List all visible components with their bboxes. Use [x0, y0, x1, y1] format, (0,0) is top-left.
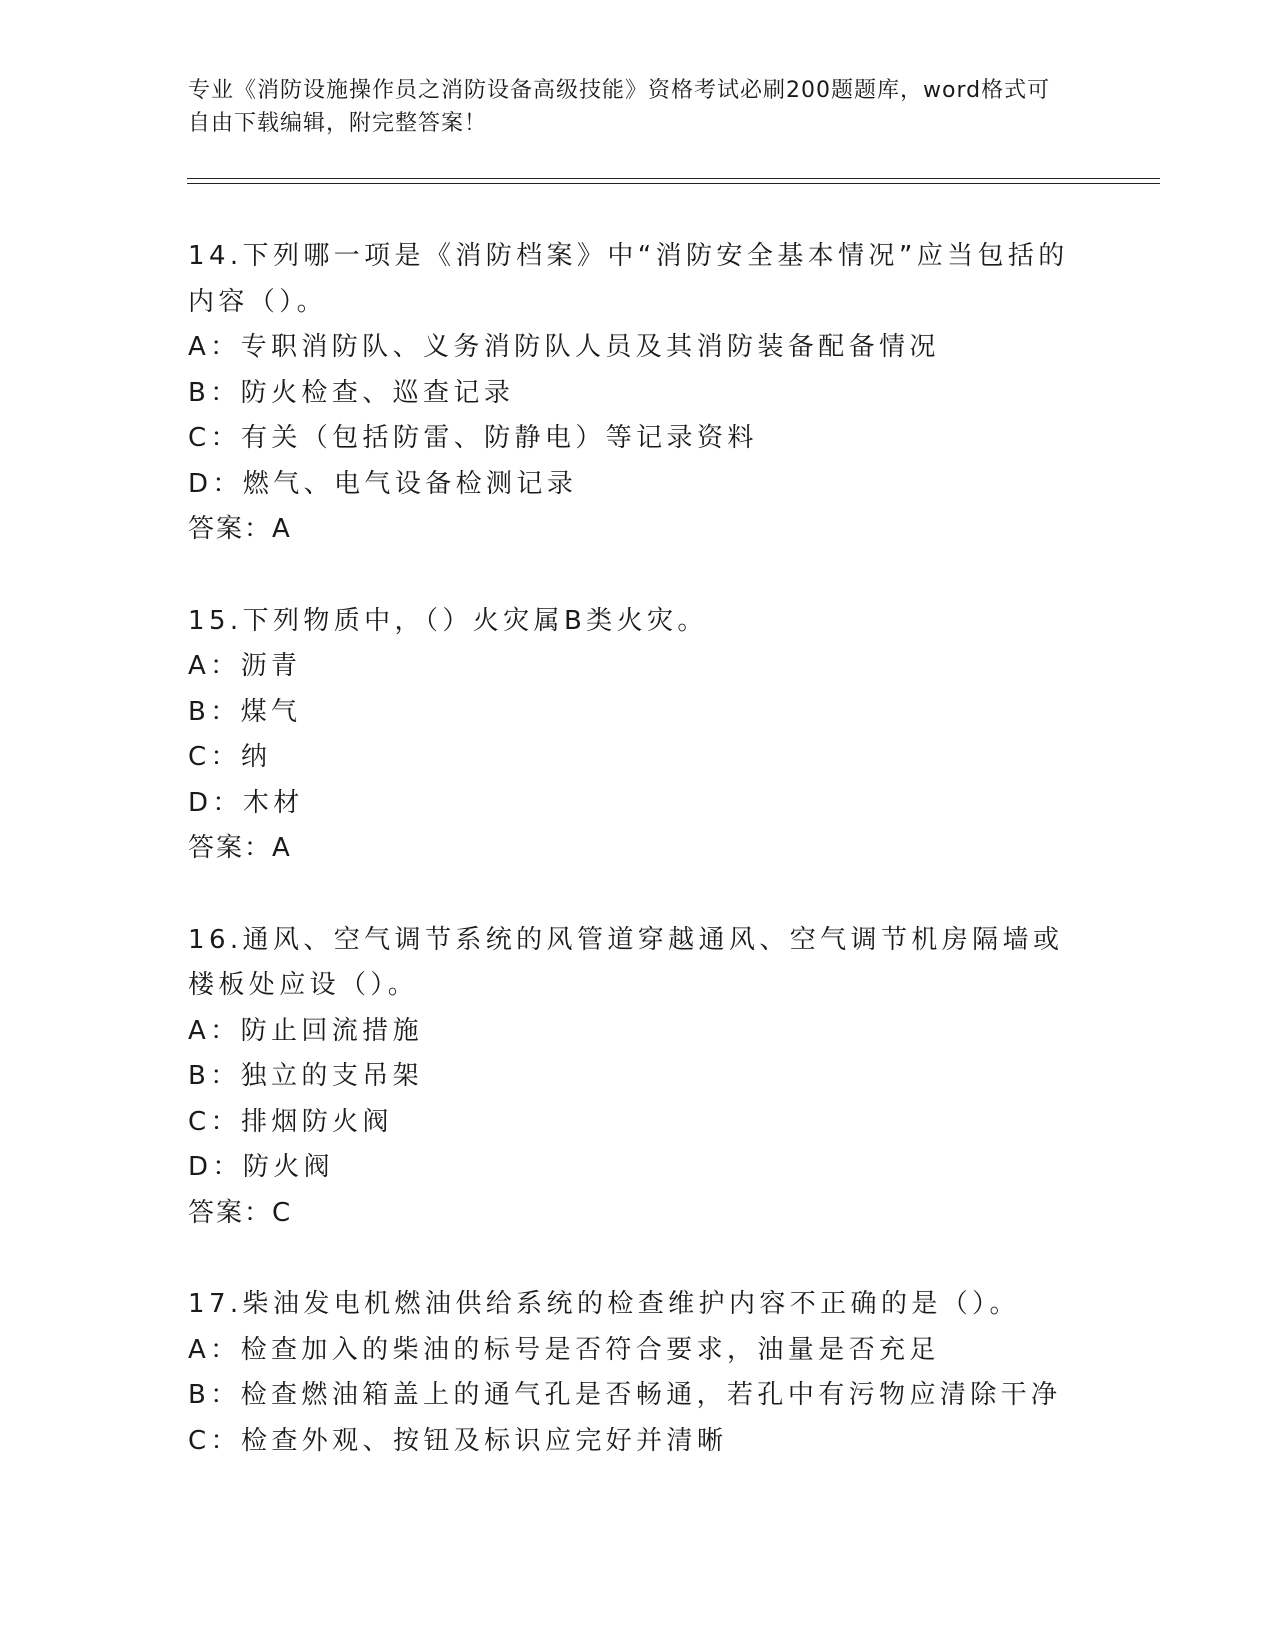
option-b: B：独立的支吊架 — [188, 1061, 424, 1091]
question-stem: 15.下列物质中，（）火灾属B类火灾。 — [188, 605, 708, 636]
option-a: A：防止回流措施 — [188, 1015, 423, 1046]
question-17 — [188, 1282, 1088, 1464]
option-c: C：有关（包括防雷、防静电）等记录资料 — [188, 423, 758, 453]
document-header: 专业《消防设施操作员之消防设备高级技能》资格考试必刷200题题库，word格式可自由下载编辑，附完整答案！ — [188, 78, 1051, 136]
answer-value: C — [272, 1197, 293, 1228]
answer-line — [188, 826, 1088, 872]
header-rule-bottom — [187, 183, 1160, 184]
answer-label: 答案： — [188, 833, 273, 863]
option-b: B：防火检查、巡查记录 — [188, 377, 515, 408]
option-c: C：检查外观、按钮及标识应完好并清晰 — [188, 1425, 728, 1456]
question-16 — [188, 918, 1088, 1237]
option-d: D：木材 — [188, 787, 304, 818]
option-a: A：专职消防队、义务消防队人员及其消防装备配备情况 — [188, 332, 940, 362]
option-b: B：煤气 — [188, 696, 302, 727]
option-c: C：纳 — [188, 742, 272, 772]
question-stem: 14.下列哪一项是《消防档案》中“消防安全基本情况”应当包括的内容（）。 — [188, 241, 1069, 317]
question-stem: 16.通风、空气调节系统的风管道穿越通风、空气调节机房隔墙或楼板处应设（）。 — [188, 924, 1064, 1000]
answer-line — [188, 1191, 1088, 1237]
option-d: D：防火阀 — [188, 1152, 335, 1182]
answer-value: A — [272, 833, 292, 863]
option-a: A：沥青 — [188, 651, 302, 681]
question-14 — [188, 234, 1088, 553]
question-stem: 17.柴油发电机燃油供给系统的检查维护内容不正确的是（）。 — [188, 1289, 1020, 1319]
question-15 — [188, 599, 1088, 872]
question-list — [188, 234, 1088, 1510]
option-d: D：燃气、电气设备检测记录 — [188, 468, 578, 499]
option-a: A：检查加入的柴油的标号是否符合要求，油量是否充足 — [188, 1334, 940, 1365]
option-b: B：检查燃油箱盖上的通气孔是否畅通，若孔中有污物应清除干净 — [188, 1380, 1062, 1410]
answer-line — [188, 507, 1088, 553]
answer-label: 答案： — [188, 514, 273, 544]
header-rule-top — [187, 178, 1160, 179]
answer-label: 答案： — [188, 1197, 273, 1228]
answer-value: A — [272, 514, 292, 544]
option-c: C：排烟防火阀 — [188, 1106, 393, 1137]
